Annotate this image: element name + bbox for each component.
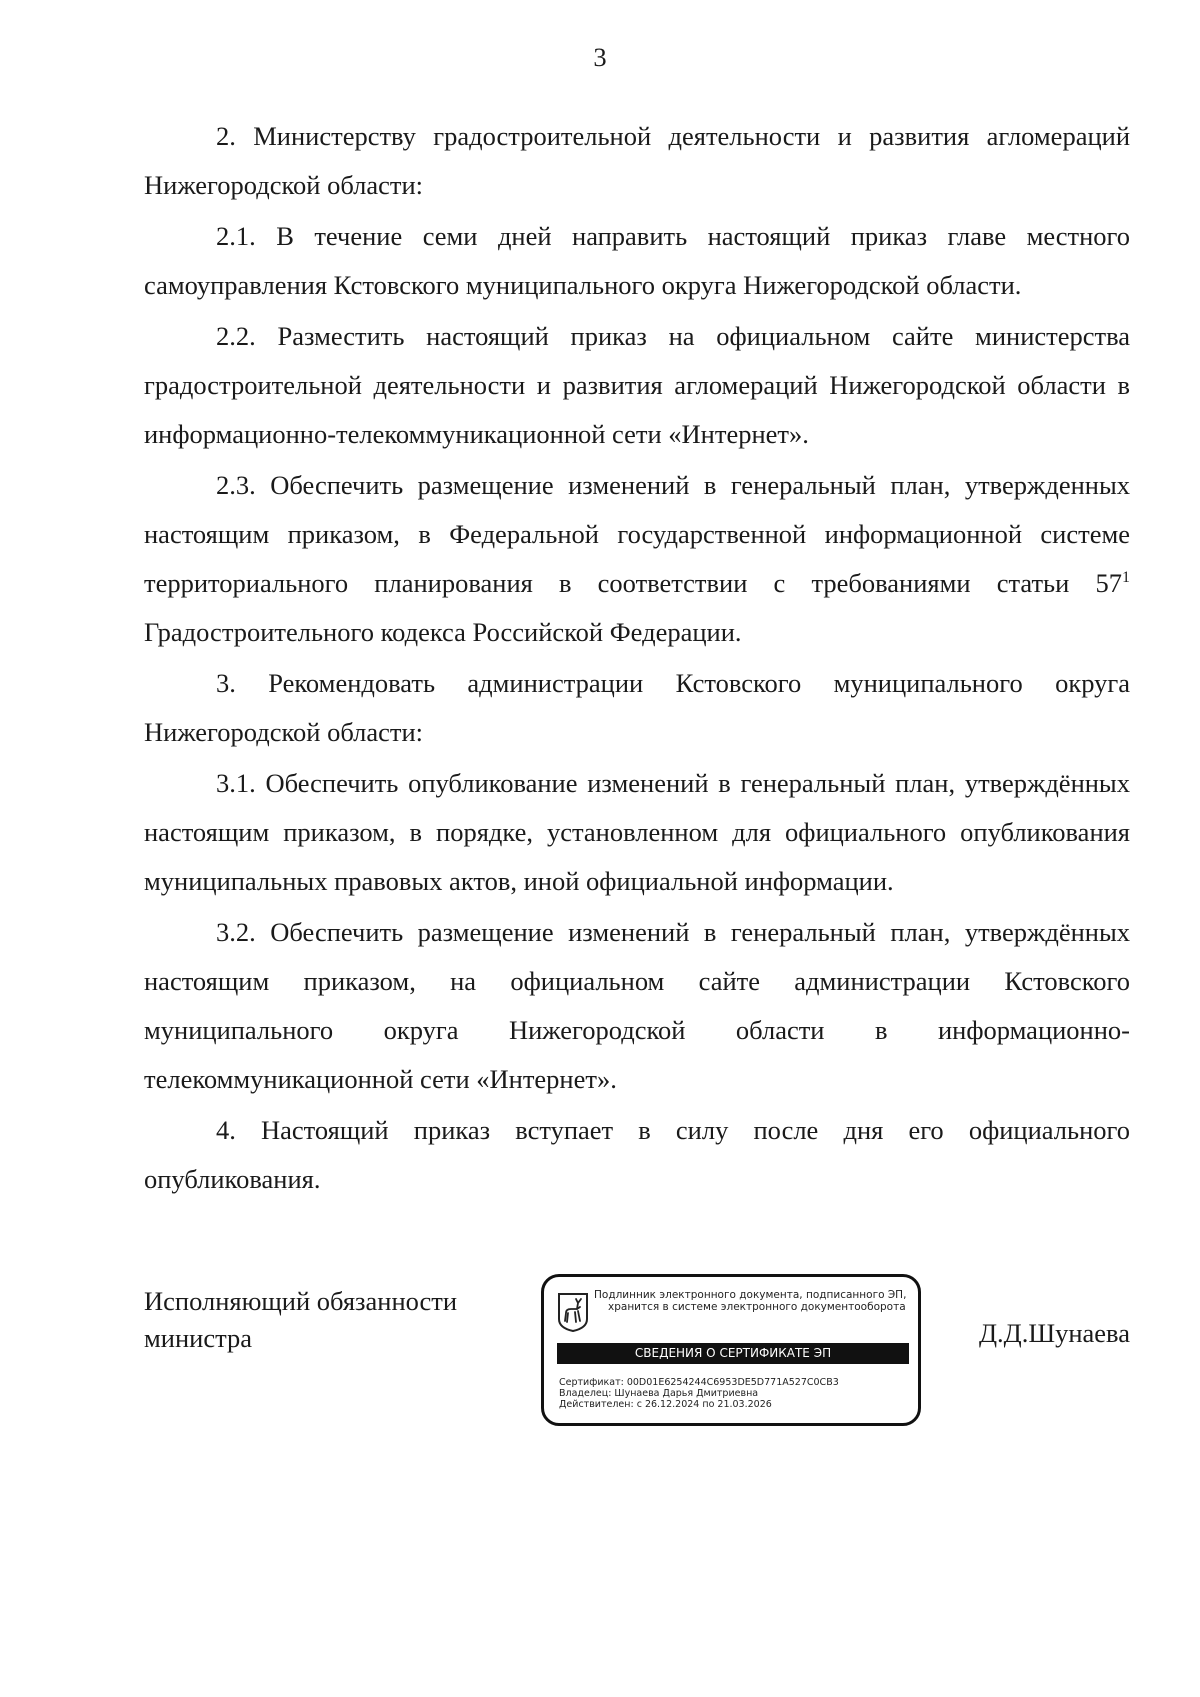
stamp-certificate: Сертификат: 00D01E6254244C6953DE5D771A527C0CB3 [559,1377,839,1388]
stamp-owner: Владелец: Шунаева Дарья Дмитриевна [559,1388,759,1399]
stamp-origin-text [594,1289,916,1313]
stamp-validity: Действителен: с 26.12.2024 по 21.03.2026 [559,1399,772,1410]
stamp-banner: СВЕДЕНИЯ О СЕРТИФИКАТЕ ЭП [557,1343,909,1364]
paragraph-3-2: 3.2. Обеспечить размещение изменений в генеральный план, утверждённых настоящим приказом, на официальном сайте администрации Кстовского муниципального округа Нижегородской области в информационно-телекоммуникационной сети «Интернет». [144,917,1130,1094]
signer-title-line2: министра [144,1323,252,1353]
stamp-origin-line1: Подлинник электронного документа, подписанного ЭП, [594,1289,907,1301]
signer-name: Д.Д.Шунаева [978,1318,1130,1348]
superscript-footnote: 1 [1122,569,1130,587]
page-number: 3 [593,42,607,72]
paragraph-2-3-text: 2.3. Обеспечить размещение изменений в генеральный план, утвержденных настоящим приказом, в Федеральной государственной информационной системе территориального планирования в соответствии с требованиями статьи 57 [144,470,1130,598]
paragraph-3-1: 3.1. Обеспечить опубликование изменений в генеральный план, утверждённых настоящим приказом, в порядке, установленном для официального опубликования муниципальных правовых актов, иной официальной информации. [144,768,1130,896]
paragraph-3: 3. Рекомендовать администрации Кстовского муниципального округа Нижегородской области: [144,668,1130,747]
deer-emblem-icon [556,1291,590,1333]
stamp-certificate-details [559,1377,839,1410]
signer-title-line1: Исполняющий обязанности [144,1286,458,1316]
paragraph-2-3 [144,461,1130,657]
paragraph-2-2: 2.2. Разместить настоящий приказ на официальном сайте министерства градостроительной деятельности и развития агломераций Нижегородской области в информационно-телекоммуникационной сети «Интернет». [144,321,1130,449]
paragraph-2: 2. Министерству градостроительной деятельности и развития агломераций Нижегородской области: [144,121,1130,200]
paragraph-4: 4. Настоящий приказ вступает в силу после дня его официального опубликования. [144,1115,1130,1194]
stamp-origin-line2: хранится в системе электронного документооборота [608,1301,906,1313]
electronic-signature-stamp [541,1274,921,1426]
document-body [144,112,1130,1204]
paragraph-2-1: 2.1. В течение семи дней направить настоящий приказ главе местного самоуправления Кстовского муниципального округа Нижегородской области. [144,221,1130,300]
signer-title [144,1283,457,1357]
paragraph-2-3-tail: Градостроительного кодекса Российской Федерации. [144,617,742,647]
